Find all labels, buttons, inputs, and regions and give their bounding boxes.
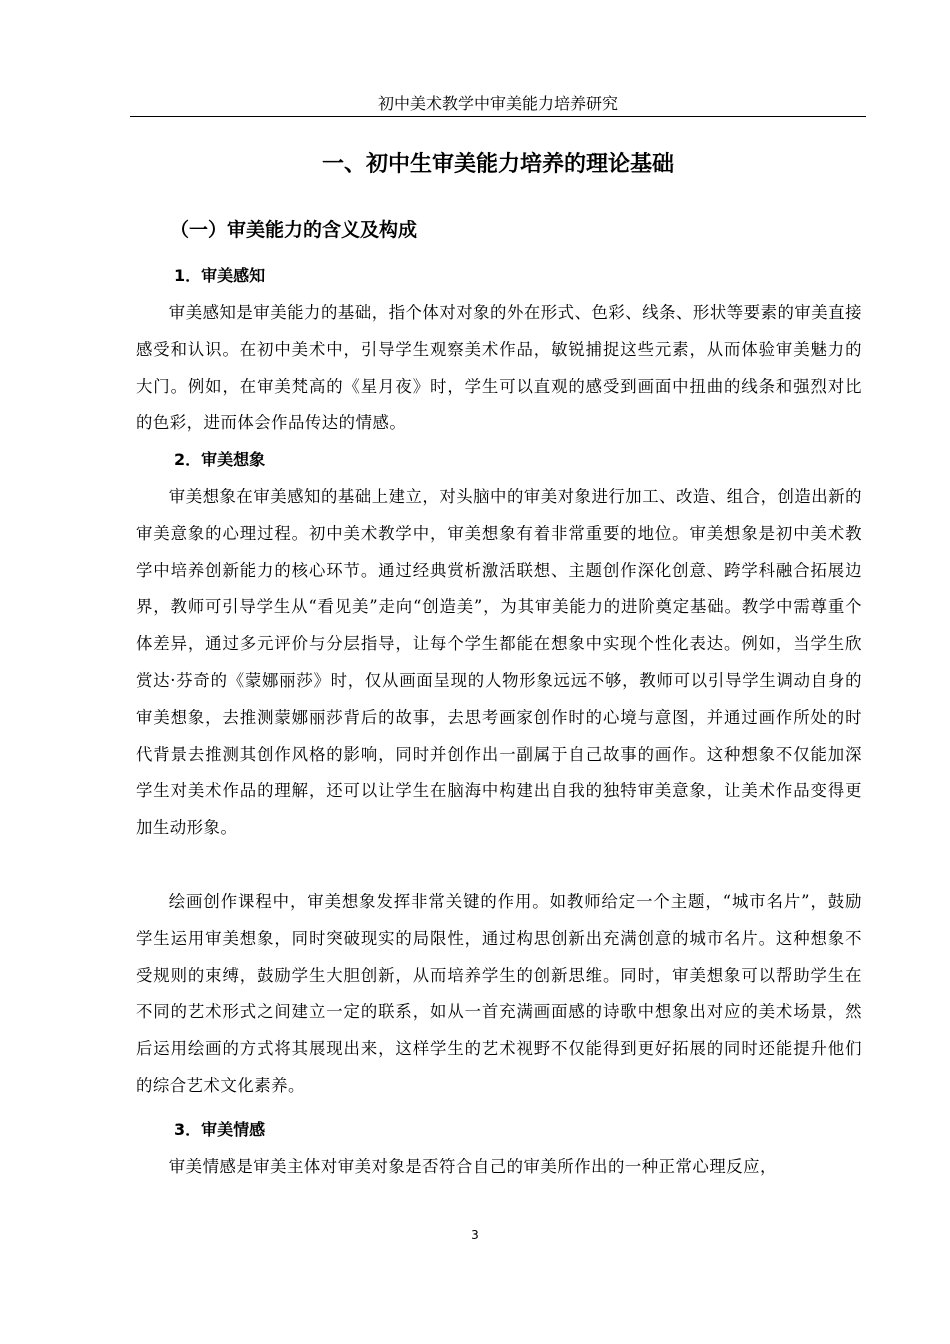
subheading-aesthetic-perception: 1．审美感知 [174, 266, 266, 285]
chapter-title: 一、初中生审美能力培养的理论基础 [321, 152, 674, 177]
paragraph-imagination-2: 绘画创作课程中，审美想象发挥非常关键的作用。如教师给定一个主题，“城市名片”，鼓励学生运用审美想象，同时突破现实的局限性，通过构思创新出充满创意的城市名片。这种想象不受规则的束缚，鼓励学生大胆创新，从而培养学生的创新思维。同时，审美想象可以帮助学生在不同的艺术形式之间建立一定的联系，如从一首充满画面感的诗歌中想象出对应的美术场景，然后运用绘画的方式将其展现出来，这样学生的艺术视野不仅能得到更好拓展的同时还能提升他们的综合艺术文化素养。 [136, 892, 862, 1095]
section-title: （一）审美能力的含义及构成 [170, 219, 418, 241]
paragraph-perception: 审美感知是审美能力的基础，指个体对对象的外在形式、色彩、线条、形状等要素的审美直接感受和认识。在初中美术中，引导学生观察美术作品，敏锐捕捉这些元素，从而体验审美魅力的大门。例如，在审美梵高的《星月夜》时，学生可以直观的感受到画面中扭曲的线条和强烈对比的色彩，进而体会作品传达的情感。 [136, 303, 862, 433]
running-header: 初中美术教学中审美能力培养研究 [130, 92, 866, 117]
subheading-aesthetic-emotion: 3．审美情感 [174, 1120, 266, 1139]
paragraph-imagination-1: 审美想象在审美感知的基础上建立，对头脑中的审美对象进行加工、改造、组合，创造出新的审美意象的心理过程。初中美术教学中，审美想象有着非常重要的地位。审美想象是初中美术教学中培养创新能力的核心环节。通过经典赏析激活联想、主题创作深化创意、跨学科融合拓展边界，教师可引导学生从“看见美”走向“创造美”，为其审美能力的进阶奠定基础。教学中需尊重个体差异，通过多元评价与分层指导，让每个学生都能在想象中实现个性化表达。例如，当学生欣赏达·芬奇的《蒙娜丽莎》时，仅从画面呈现的人物形象远远不够，教师可以引导学生调动自身的审美想象，去推测蒙娜丽莎背后的故事，去思考画家创作时的心境与意图，并通过画作所处的时代背景去推测其创作风格的影响，同时并创作出一副属于自己故事的画作。这种想象不仅能加深学生对美术作品的理解，还可以让学生在脑海中构建出自我的独特审美意象，让美术作品变得更加生动形象。 [136, 487, 862, 838]
paragraph-emotion: 审美情感是审美主体对审美对象是否符合自己的审美所作出的一种正常心理反应， [168, 1157, 777, 1176]
page-number: 3 [471, 1228, 479, 1242]
subheading-aesthetic-imagination: 2．审美想象 [174, 450, 266, 469]
